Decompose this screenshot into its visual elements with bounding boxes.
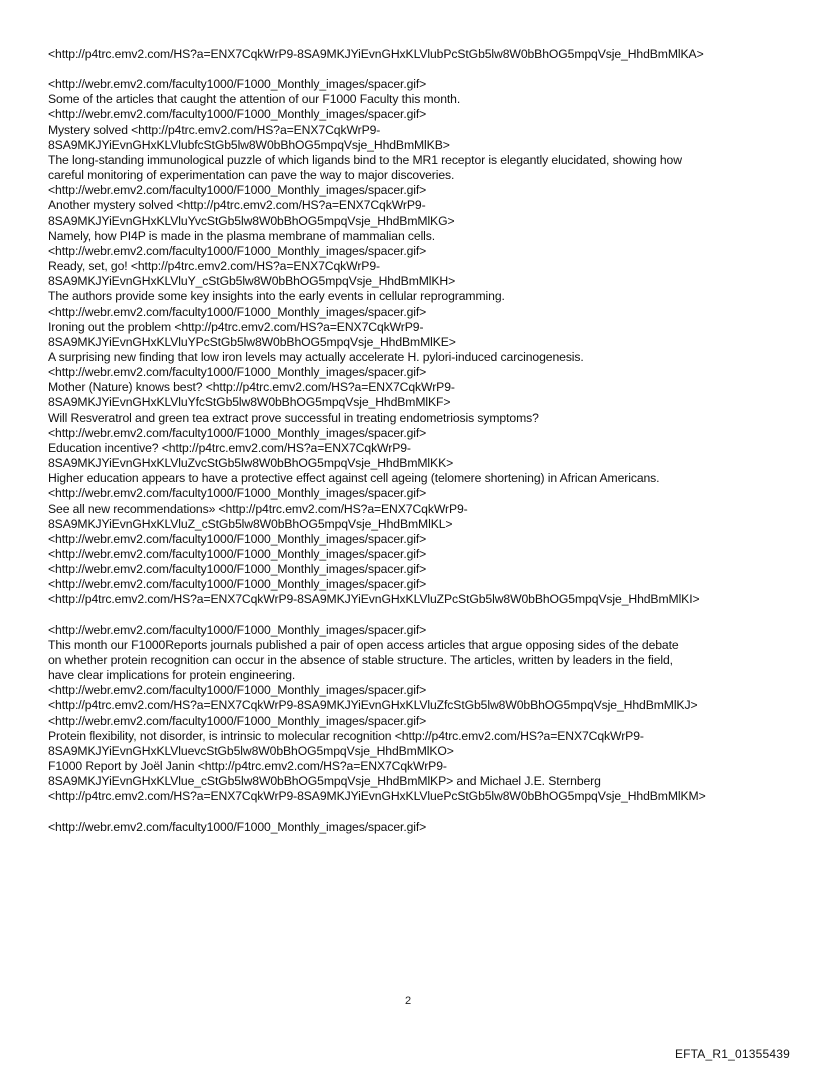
text-line: 8SA9MKJYiEvnGHxKLVluYPcStGb5lw8W0bBhOG5mpqVsje_HhdBmMlKE>: [48, 334, 456, 349]
document-body: [48, 47, 788, 835]
text-line: on whether protein recognition can occur in the absence of stable structure. The articles, written by leaders in the field,: [48, 652, 673, 667]
text-line: Education incentive? <http://p4trc.emv2.com/HS?a=ENX7CqkWrP9-: [48, 440, 411, 455]
text-line: 8SA9MKJYiEvnGHxKLVlue_cStGb5lw8W0bBhOG5mpqVsje_HhdBmMlKP> and Michael J.E. Sternberg: [48, 774, 601, 789]
url-line: <http://webr.emv2.com/faculty1000/F1000_Monthly_images/spacer.gif>: [48, 622, 427, 637]
text-line: Mother (Nature) knows best? <http://p4trc.emv2.com/HS?a=ENX7CqkWrP9-: [48, 380, 455, 395]
blank-line: [48, 805, 788, 820]
text-line: See all new recommendations» <http://p4trc.emv2.com/HS?a=ENX7CqkWrP9-: [48, 501, 468, 516]
url-line: <http://p4trc.emv2.com/HS?a=ENX7CqkWrP9-8SA9MKJYiEvnGHxKLVluZPcStGb5lw8W0bBhOG5mpqVsje_HhdBmMlKI>: [48, 592, 700, 607]
url-line: <http://webr.emv2.com/faculty1000/F1000_Monthly_images/spacer.gif>: [48, 531, 427, 546]
text-line: 8SA9MKJYiEvnGHxKLVluZ_cStGb5lw8W0bBhOG5mpqVsje_HhdBmMlKL>: [48, 516, 453, 531]
url-line: <http://webr.emv2.com/faculty1000/F1000_Monthly_images/spacer.gif>: [48, 107, 427, 122]
text-line: Ready, set, go! <http://p4trc.emv2.com/HS?a=ENX7CqkWrP9-: [48, 259, 380, 274]
text-line: careful monitoring of experimentation can pave the way to major discoveries.: [48, 168, 455, 183]
url-line: <http://p4trc.emv2.com/HS?a=ENX7CqkWrP9-8SA9MKJYiEvnGHxKLVluePcStGb5lw8W0bBhOG5mpqVsje_HhdBmMlKM>: [48, 789, 706, 804]
text-line: 8SA9MKJYiEvnGHxKLVluYvcStGb5lw8W0bBhOG5mpqVsje_HhdBmMlKG>: [48, 213, 455, 228]
text-line: The authors provide some key insights into the early events in cellular reprogramming.: [48, 289, 505, 304]
url-line: <http://webr.emv2.com/faculty1000/F1000_Monthly_images/spacer.gif>: [48, 819, 427, 834]
blank-line: [48, 608, 788, 623]
url-line: <http://webr.emv2.com/faculty1000/F1000_Monthly_images/spacer.gif>: [48, 713, 427, 728]
text-line: 8SA9MKJYiEvnGHxKLVluY_cStGb5lw8W0bBhOG5mpqVsje_HhdBmMlKH>: [48, 274, 456, 289]
page-number: 2: [404, 995, 412, 1007]
text-line: Namely, how PI4P is made in the plasma membrane of mammalian cells.: [48, 228, 436, 243]
url-line: <http://webr.emv2.com/faculty1000/F1000_Monthly_images/spacer.gif>: [48, 486, 427, 501]
url-line: <http://webr.emv2.com/faculty1000/F1000_Monthly_images/spacer.gif>: [48, 183, 427, 198]
text-line: 8SA9MKJYiEvnGHxKLVluYfcStGb5lw8W0bBhOG5mpqVsje_HhdBmMlKF>: [48, 395, 451, 410]
url-line: <http://webr.emv2.com/faculty1000/F1000_Monthly_images/spacer.gif>: [48, 577, 427, 592]
url-line: <http://webr.emv2.com/faculty1000/F1000_Monthly_images/spacer.gif>: [48, 547, 427, 561]
url-line: <http://webr.emv2.com/faculty1000/F1000_Monthly_images/spacer.gif>: [48, 562, 427, 577]
text-line: 8SA9MKJYiEvnGHxKLVluZvcStGb5lw8W0bBhOG5mpqVsje_HhdBmMlKK>: [48, 456, 454, 471]
url-line: <http://webr.emv2.com/faculty1000/F1000_Monthly_images/spacer.gif>: [48, 77, 427, 92]
text-line: Mystery solved <http://p4trc.emv2.com/HS?a=ENX7CqkWrP9-: [48, 122, 381, 137]
text-line: Some of the articles that caught the attention of our F1000 Faculty this month.: [48, 92, 461, 107]
url-line: <http://webr.emv2.com/faculty1000/F1000_Monthly_images/spacer.gif>: [48, 365, 427, 380]
url-line: <http://webr.emv2.com/faculty1000/F1000_Monthly_images/spacer.gif>: [48, 304, 427, 319]
url-line: <http://webr.emv2.com/faculty1000/F1000_Monthly_images/spacer.gif>: [48, 425, 427, 440]
text-line: F1000 Report by Joël Janin <http://p4trc.emv2.com/HS?a=ENX7CqkWrP9-: [48, 759, 447, 774]
url-line: <http://p4trc.emv2.com/HS?a=ENX7CqkWrP9-8SA9MKJYiEvnGHxKLVlubPcStGb5lw8W0bBhOG5mpqVsje_HhdBmMlKA>: [48, 47, 704, 61]
text-line: Ironing out the problem <http://p4trc.emv2.com/HS?a=ENX7CqkWrP9-: [48, 319, 424, 334]
document-id-footer: EFTA_R1_01355439: [674, 1047, 790, 1061]
text-line: This month our F1000Reports journals published a pair of open access articles that argue opposing sides of the debate: [48, 637, 679, 652]
blank-line: [48, 62, 788, 77]
text-line: 8SA9MKJYiEvnGHxKLVlubfcStGb5lw8W0bBhOG5mpqVsje_HhdBmMlKB>: [48, 137, 450, 152]
url-line: <http://webr.emv2.com/faculty1000/F1000_Monthly_images/spacer.gif>: [48, 243, 427, 258]
text-line: The long-standing immunological puzzle of which ligands bind to the MR1 receptor is elegantly elucidated, showing how: [48, 152, 682, 167]
url-line: <http://webr.emv2.com/faculty1000/F1000_Monthly_images/spacer.gif>: [48, 683, 427, 698]
text-line: A surprising new finding that low iron levels may actually accelerate H. pylori-induced carcinogenesis.: [48, 349, 584, 364]
text-line: Protein flexibility, not disorder, is intrinsic to molecular recognition <http://p4trc.emv2.com/HS?a=ENX7CqkWrP9-: [48, 728, 644, 743]
text-line: Higher education appears to have a protective effect against cell ageing (telomere shortening) in African Americans.: [48, 471, 660, 486]
text-line: Will Resveratrol and green tea extract prove successful in treating endometriosis symptoms?: [48, 410, 539, 425]
text-line: 8SA9MKJYiEvnGHxKLVluevcStGb5lw8W0bBhOG5mpqVsje_HhdBmMlKO>: [48, 743, 454, 758]
text-line: have clear implications for protein engineering.: [48, 668, 296, 683]
url-line: <http://p4trc.emv2.com/HS?a=ENX7CqkWrP9-8SA9MKJYiEvnGHxKLVluZfcStGb5lw8W0bBhOG5mpqVsje_HhdBmMlKJ>: [48, 698, 698, 713]
text-line: Another mystery solved <http://p4trc.emv2.com/HS?a=ENX7CqkWrP9-: [48, 198, 426, 213]
